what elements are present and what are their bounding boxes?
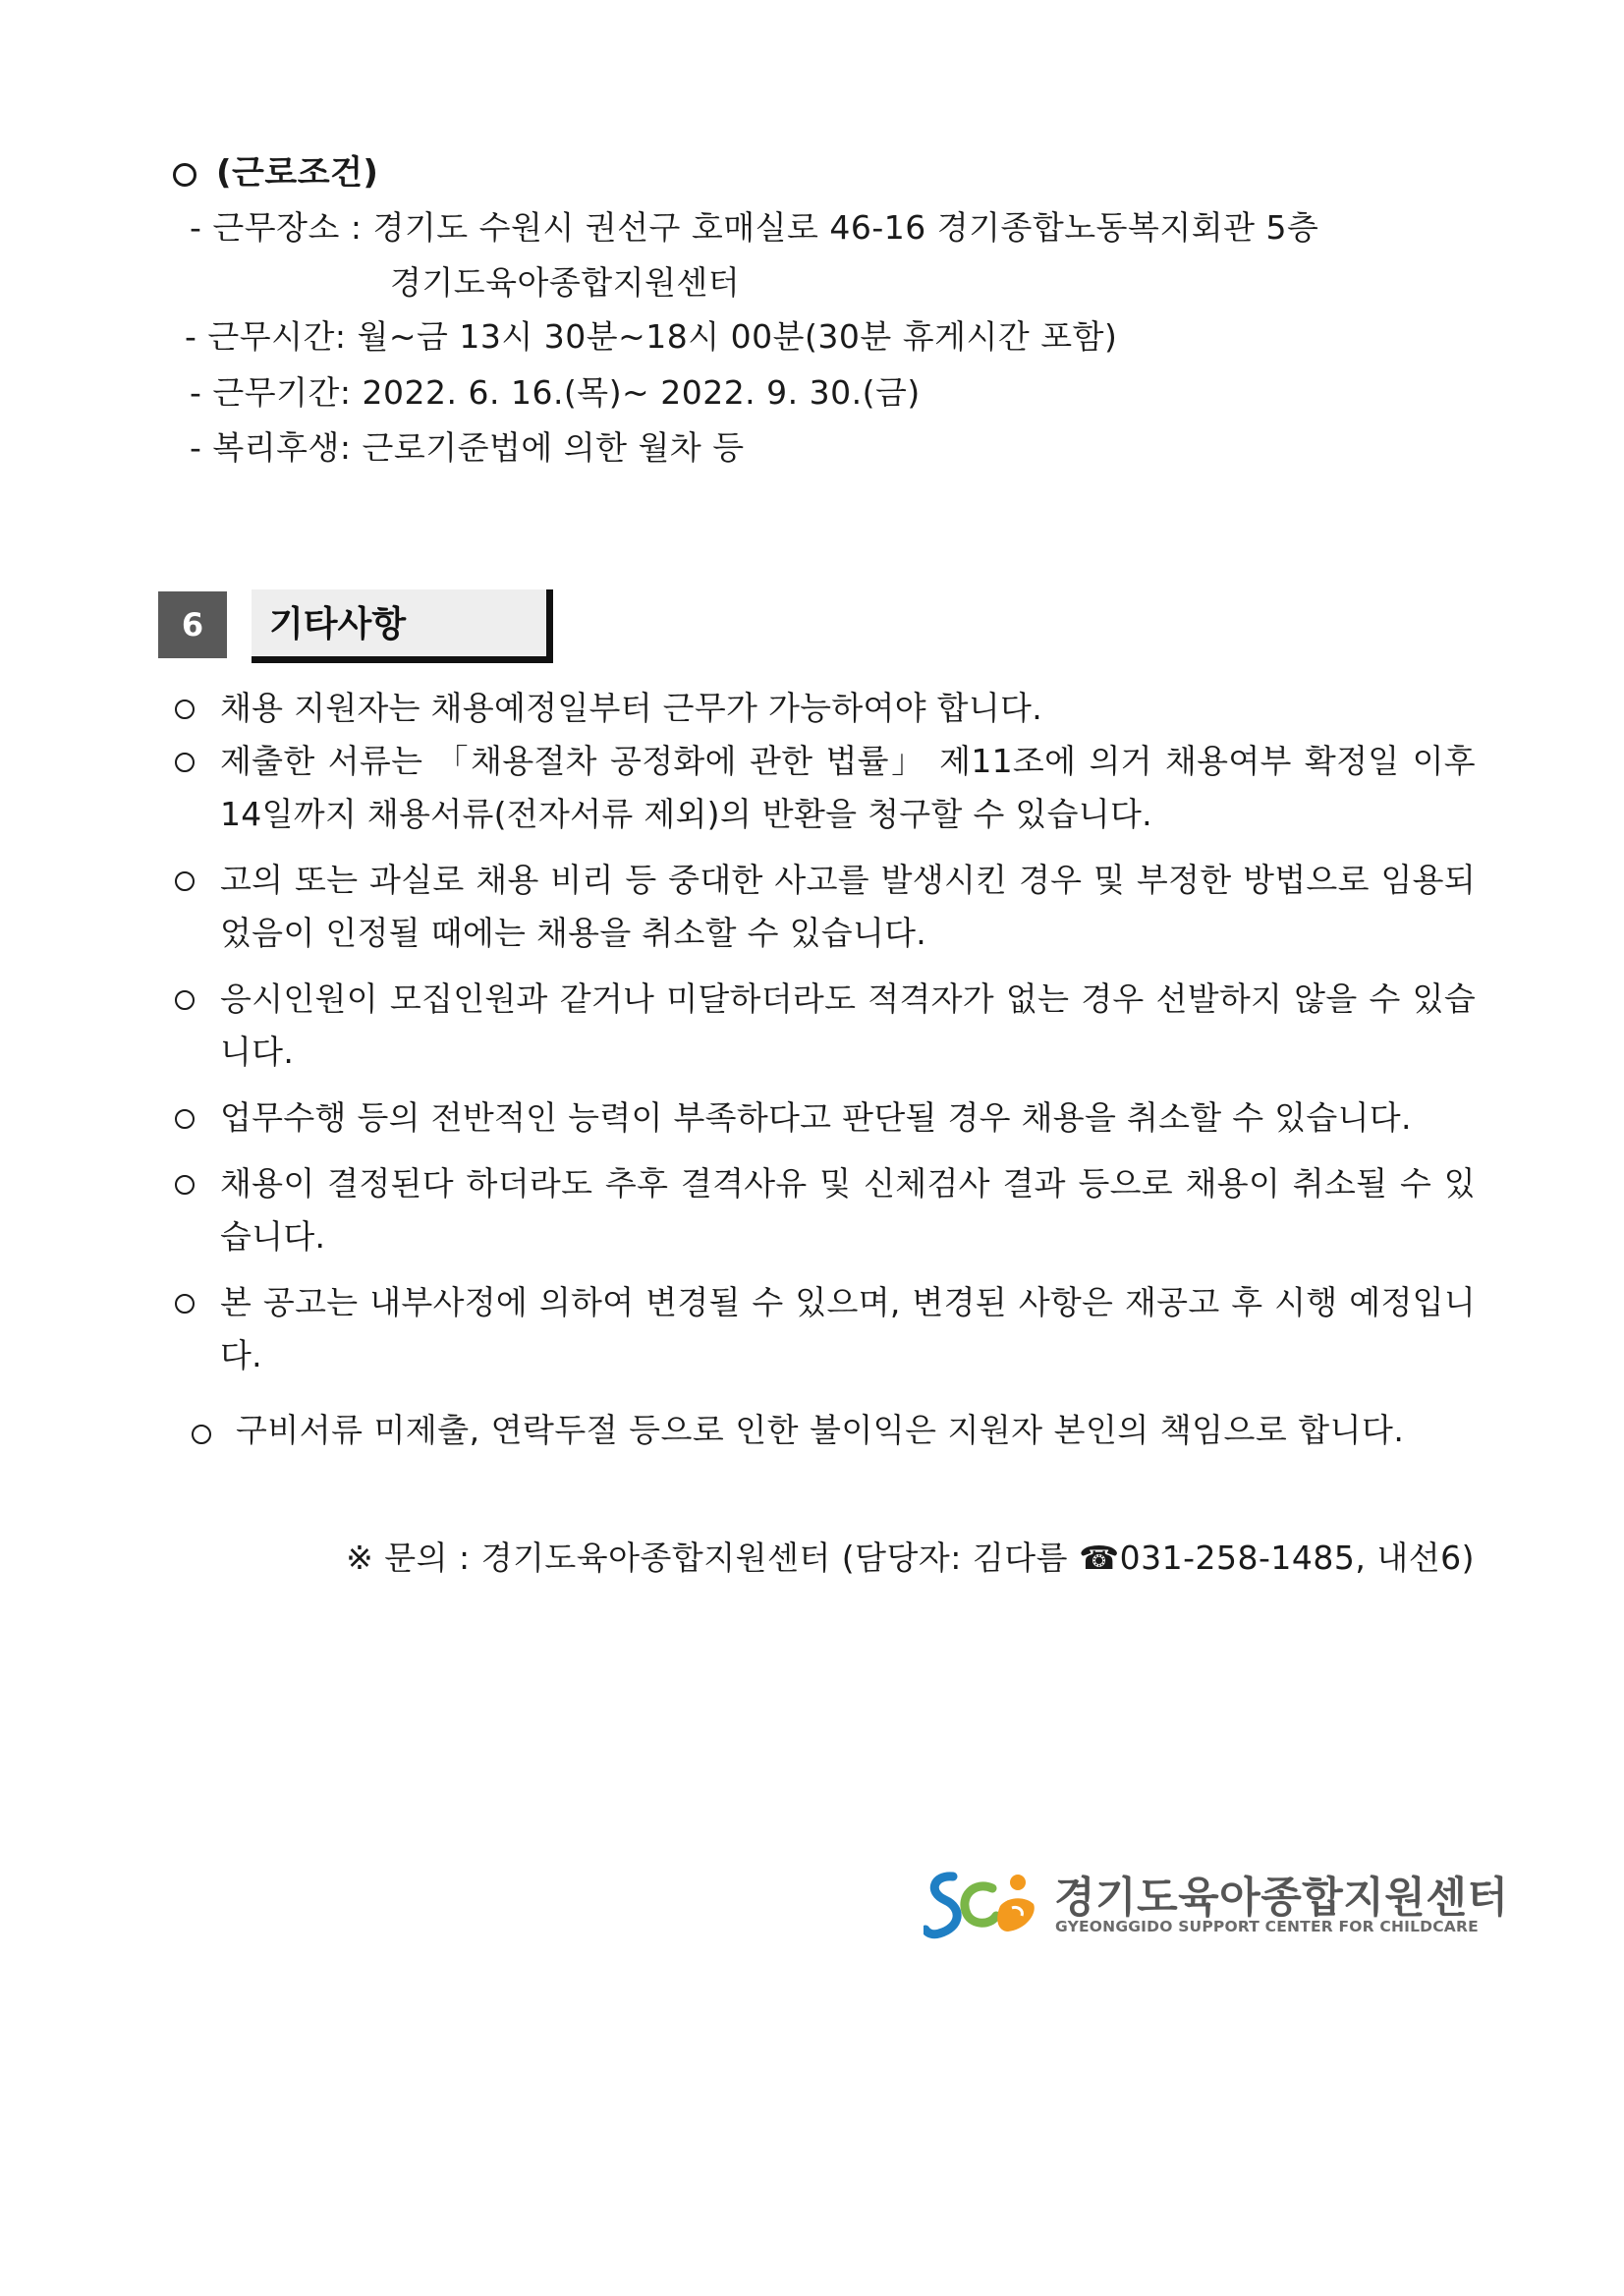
work-hours: - 근무시간: 월~금 13시 30분~18시 00분(30분 휴게시간 포함) (185, 317, 1118, 356)
notice-item: 본 공고는 내부사정에 의하여 변경될 수 있으며, 변경된 사항은 재공고 후 시행 예정입니다. (220, 1283, 1476, 1374)
work-location-line1: - 근무장소 : 경기도 수원시 권선구 호매실로 46-16 경기종합노동복지회관 5층 (190, 208, 1319, 247)
notice-item: 업무수행 등의 전반적인 능력이 부족하다고 판단될 경우 채용을 취소할 수 있습니다. (220, 1098, 1412, 1137)
notice-item: 고의 또는 과실로 채용 비리 등 중대한 사고를 발생시킨 경우 및 부정한 방법으로 임용되었음이 인정될 때에는 채용을 취소할 수 있습니다. (220, 861, 1476, 952)
contact-info: ※ 문의 : 경기도육아종합지원센터 (담당자: 김다름 ☎031-258-1485, 내선6) (346, 1539, 1475, 1577)
bullet-circle-icon (175, 1175, 195, 1195)
section-title-box (252, 589, 553, 663)
notice-item: 채용이 결정된다 하더라도 추후 결격사유 및 신체검사 결과 등으로 채용이 취소될 수 있습니다. (220, 1164, 1476, 1256)
logo-name: 경기도육아종합지원센터 (1054, 1874, 1509, 1923)
section-title: 기타사항 (269, 604, 407, 644)
bullet-circle-icon (175, 1109, 195, 1129)
bullet-circle-icon (175, 1294, 195, 1314)
work-period: - 근무기간: 2022. 6. 16.(목)~ 2022. 9. 30.(금) (190, 373, 921, 412)
work-welfare: - 복리후생: 근로기준법에 의한 월차 등 (190, 428, 745, 467)
bullet-circle-icon (175, 990, 195, 1010)
center-logo-icon (924, 1867, 1046, 1945)
section-number: 6 (158, 591, 227, 658)
bullet-circle-icon (175, 871, 195, 891)
work-conditions-title: (근로조건) (216, 153, 379, 193)
notice-item: 응시인원이 모집인원과 같거나 미달하더라도 적격자가 없는 경우 선발하지 않을 수 있습니다. (220, 980, 1476, 1071)
notice-item: 구비서류 미제출, 연락두절 등으로 인한 불이익은 지원자 본인의 책임으로 합니다. (236, 1411, 1405, 1449)
logo-subtitle: GYEONGGIDO SUPPORT CENTER FOR CHILDCARE (1055, 1918, 1479, 1935)
bullet-circle-icon (175, 700, 195, 719)
bullet-circle-icon (173, 163, 196, 187)
notice-item: 채용 지원자는 채용예정일부터 근무가 가능하여야 합니다. (220, 689, 1043, 727)
bullet-circle-icon (175, 753, 195, 772)
work-location-line2: 경기도육아종합지원센터 (390, 263, 741, 302)
notice-item: 제출한 서류는 「채용절차 공정화에 관한 법률」 제11조에 의거 채용여부 확정일 이후 14일까지 채용서류(전자서류 제외)의 반환을 청구할 수 있습니다. (220, 742, 1476, 833)
bullet-circle-icon (192, 1425, 211, 1444)
